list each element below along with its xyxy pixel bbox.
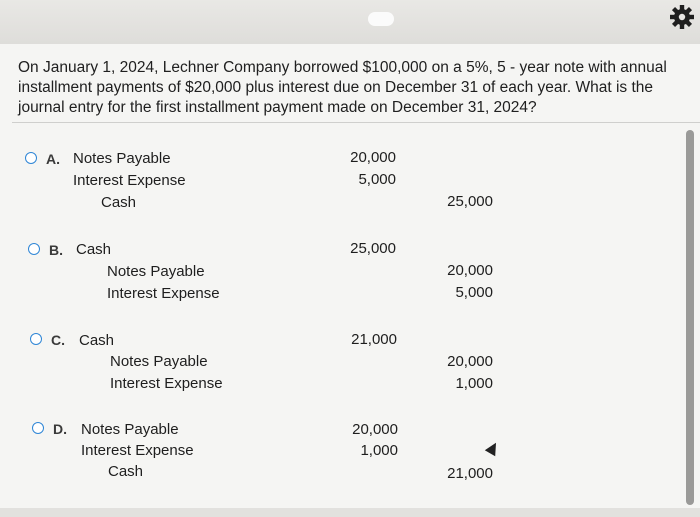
account-name: Cash xyxy=(79,332,115,349)
debit-amount: 5,000 xyxy=(358,171,396,188)
vertical-scrollbar[interactable] xyxy=(686,130,694,505)
account-name: Cash xyxy=(108,463,144,480)
account-name: Interest Expense xyxy=(81,442,194,459)
top-toolbar xyxy=(0,0,700,44)
account-name: Interest Expense xyxy=(107,285,220,302)
bottom-edge xyxy=(0,508,700,517)
gear-icon[interactable] xyxy=(666,2,698,32)
option-letter: A. xyxy=(46,151,60,167)
credit-amount: 25,000 xyxy=(447,193,493,210)
question-divider xyxy=(12,122,700,123)
credit-amount: 1,000 xyxy=(455,375,493,392)
option-letter: D. xyxy=(53,421,67,437)
debit-amount: 20,000 xyxy=(350,149,396,166)
option-letter: C. xyxy=(51,332,65,348)
toolbar-indicator xyxy=(368,12,394,26)
debit-amount: 1,000 xyxy=(360,442,398,459)
debit-amount: 25,000 xyxy=(350,240,396,257)
credit-amount: 21,000 xyxy=(447,465,493,482)
credit-amount: 5,000 xyxy=(455,284,493,301)
option-letter: B. xyxy=(49,242,63,258)
question-text: On January 1, 2024, Lechner Company borrowed $100,000 on a 5%, 5 - year note with annual installment payments of $20,000 plus interest due on December 31 of each year. What is the journal entry for the first installment payment made on December 31, 2024? xyxy=(18,59,667,116)
radio-button-icon[interactable] xyxy=(30,333,42,345)
account-name: Cash xyxy=(76,241,112,258)
radio-button-icon[interactable] xyxy=(28,243,40,255)
debit-amount: 20,000 xyxy=(352,421,398,438)
radio-button-icon[interactable] xyxy=(32,422,44,434)
account-name: Notes Payable xyxy=(107,263,205,280)
account-name: Notes Payable xyxy=(110,353,208,370)
account-name: Interest Expense xyxy=(73,172,186,189)
radio-button-icon[interactable] xyxy=(25,152,37,164)
account-name: Cash xyxy=(101,194,137,211)
account-name: Notes Payable xyxy=(81,421,179,438)
credit-amount: 20,000 xyxy=(447,262,493,279)
debit-amount: 21,000 xyxy=(351,331,397,348)
credit-amount: 20,000 xyxy=(447,353,493,370)
account-name: Interest Expense xyxy=(110,375,223,392)
account-name: Notes Payable xyxy=(73,150,171,167)
